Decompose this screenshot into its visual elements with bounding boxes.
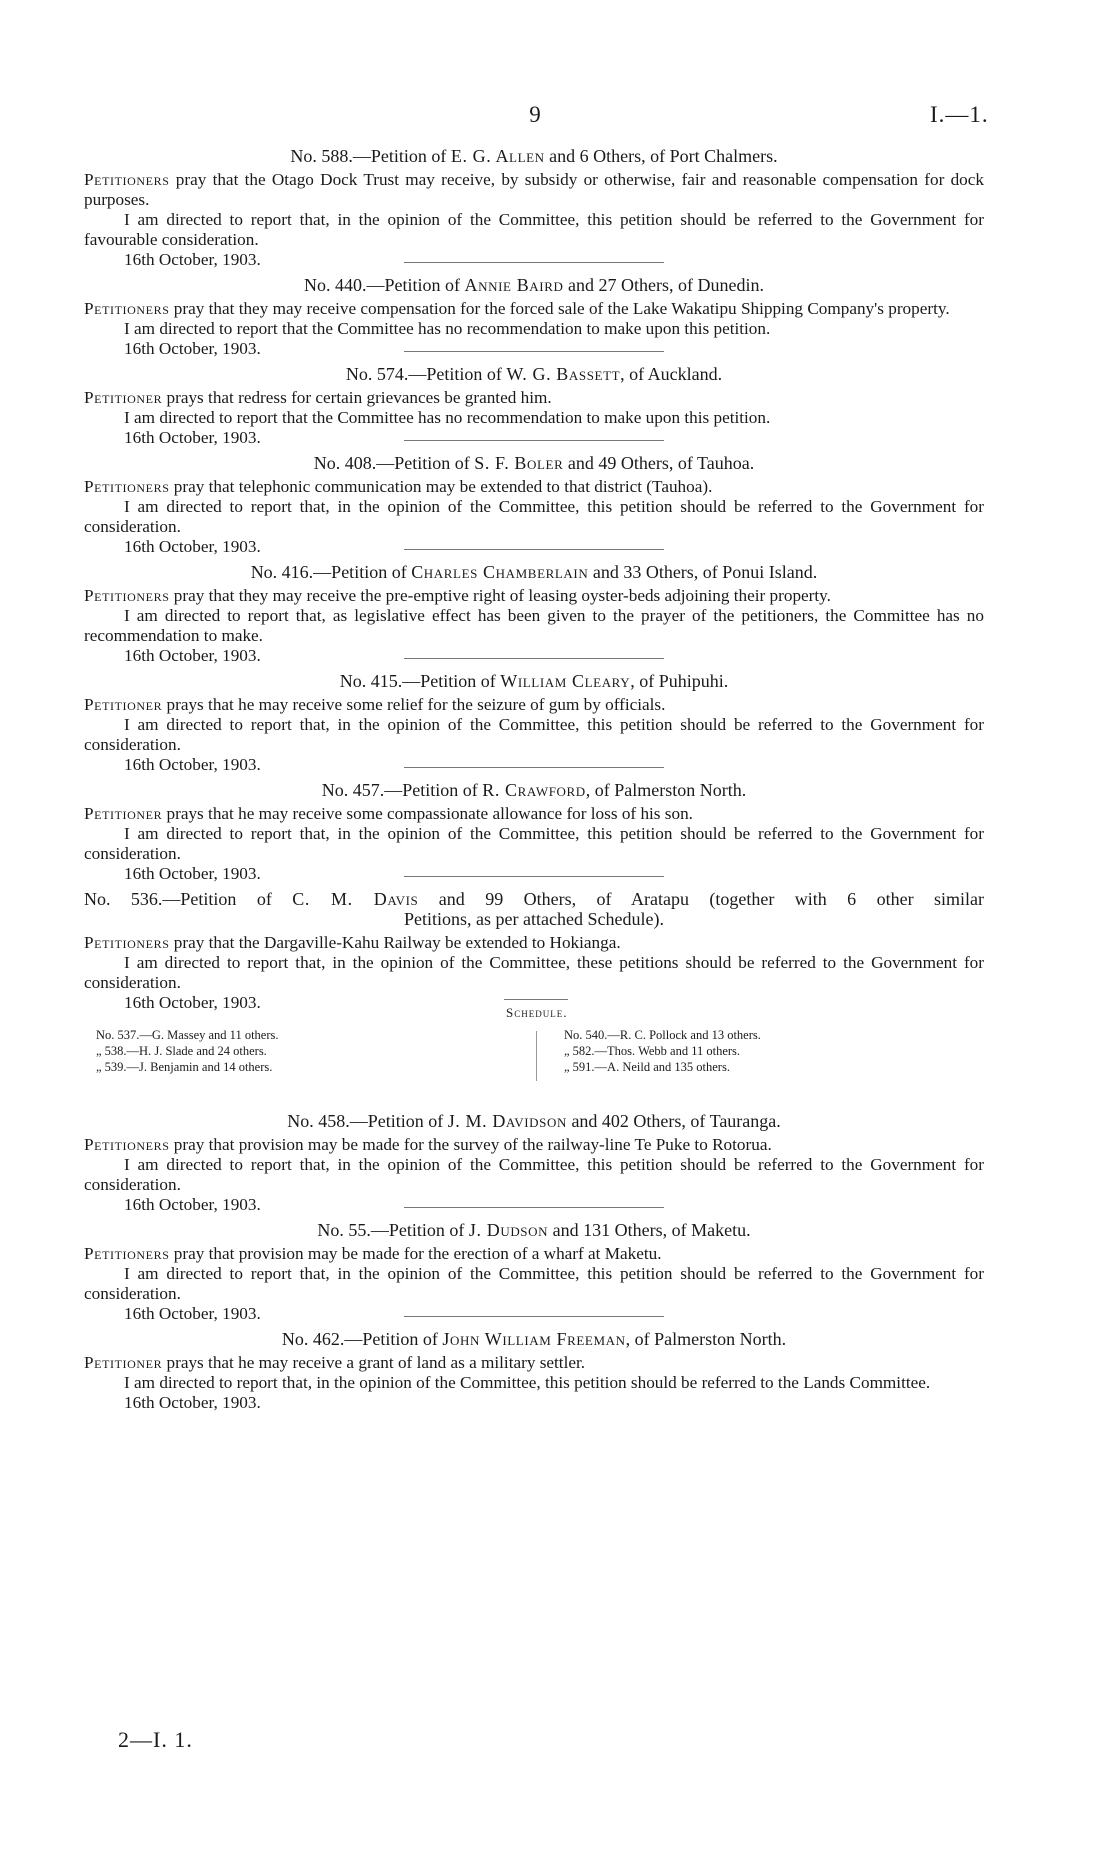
report-date: 16th October, 1903.: [124, 537, 261, 556]
petition-prayer: Petitioners pray that provision may be made for the survey of the railway-line Te Puke to Rotorua.: [84, 1135, 772, 1154]
petition-heading: No. 462.—Petition of John William Freeman, of Palmerston North.: [281, 1329, 787, 1349]
petition-prayer: Petitioners pray that they may receive the pre-emptive right of leasing oyster-beds adjoining their property.: [84, 586, 831, 605]
report-date: 16th October, 1903.: [124, 864, 261, 883]
report-date: 16th October, 1903.: [124, 250, 261, 269]
petition-entry: [84, 562, 984, 665]
committee-report: I am directed to report that, in the opinion of the Committee, this petition should be referred to the Government for consideration.: [84, 497, 984, 536]
committee-report: I am directed to report that, in the opinion of the Committee, this petition should be referred to the Government for consideration.: [84, 1264, 984, 1303]
petition-heading: No. 55.—Petition of J. Dudson and 131 Others, of Maketu.: [317, 1220, 751, 1240]
committee-report: I am directed to report that, in the opinion of the Committee, this petition should be referred to the Government for consideration.: [84, 824, 984, 863]
petition-heading: No. 440.—Petition of Annie Baird and 27 Others, of Dunedin.: [304, 275, 764, 295]
report-date: 16th October, 1903.: [124, 1393, 261, 1412]
report-date: 16th October, 1903.: [124, 428, 261, 447]
report-date: 16th October, 1903.: [124, 993, 261, 1012]
committee-report: I am directed to report that the Committee has no recommendation to make upon this petition.: [124, 408, 771, 427]
petition-prayer: Petitioners pray that the Dargaville-Kahu Railway be extended to Hokianga.: [84, 933, 621, 952]
petition-entry: [84, 1329, 984, 1413]
section-rule: [404, 1316, 664, 1317]
report-date: 16th October, 1903.: [124, 646, 261, 665]
committee-report: I am directed to report that, in the opinion of the Committee, this petition should be referred to the Government for consideration.: [84, 1155, 984, 1194]
petition-prayer: Petitioner prays that he may receive some compassionate allowance for loss of his son.: [84, 804, 693, 823]
petition-heading: No. 458.—Petition of J. M. Davidson and 402 Others, of Tauranga.: [287, 1111, 781, 1131]
petition-prayer: Petitioner prays that he may receive a grant of land as a military settler.: [84, 1353, 586, 1372]
schedule-title: Schedule.: [506, 1005, 568, 1020]
page-number: 9: [529, 102, 541, 127]
schedule-item: No. 540.—R. C. Pollock and 13 others.: [564, 1028, 761, 1042]
petition-prayer: Petitioners pray that the Otago Dock Trust may receive, by subsidy or otherwise, fair and reasonable compensation for dock purposes.: [84, 170, 984, 209]
petition-heading: No. 408.—Petition of S. F. Boler and 49 Others, of Tauhoa.: [313, 453, 755, 473]
petition-heading: No. 588.—Petition of E. G. Allen and 6 Others, of Port Chalmers.: [290, 146, 778, 166]
petition-entry: [84, 275, 984, 358]
section-rule: [404, 767, 664, 768]
petition-heading: No. 536.—Petition of C. M. Davis and 99 Others, of Aratapu (together with 6 other similar Petitions, as per attached Schedule).: [84, 889, 984, 929]
petition-entry: [84, 889, 984, 1097]
petition-prayer: Petitioner prays that redress for certain grievances be granted him.: [84, 388, 552, 407]
petition-entry: [84, 364, 984, 447]
petition-entry: [84, 1220, 984, 1323]
petition-entry: [84, 146, 984, 269]
committee-report: I am directed to report that, in the opinion of the Committee, this petition should be referred to the Government for favourable consideration.: [84, 210, 984, 249]
schedule-column-right: [564, 1027, 761, 1075]
committee-report: I am directed to report that the Committee has no recommendation to make upon this petition.: [124, 319, 771, 338]
schedule-item: „ 582.—Thos. Webb and 11 others.: [564, 1044, 741, 1058]
schedule-column-left: [96, 1027, 279, 1075]
petition-prayer: Petitioners pray that provision may be made for the erection of a wharf at Maketu.: [84, 1244, 662, 1263]
committee-report: I am directed to report that, in the opinion of the Committee, these petitions should be referred to the Government for consideration.: [84, 953, 984, 992]
section-rule: [404, 351, 664, 352]
petition-prayer: Petitioner prays that he may receive some relief for the seizure of gum by officials.: [84, 695, 666, 714]
petition-entry: [84, 1111, 984, 1214]
section-rule: [404, 876, 664, 877]
committee-report: I am directed to report that, in the opinion of the Committee, this petition should be referred to the Lands Committee.: [124, 1373, 931, 1392]
petition-heading: No. 415.—Petition of William Cleary, of Puhipuhi.: [339, 671, 729, 691]
section-rule: [404, 262, 664, 263]
petition-heading: No. 457.—Petition of R. Crawford, of Palmerston North.: [321, 780, 747, 800]
committee-report: I am directed to report that, in the opinion of the Committee, this petition should be referred to the Government for consideration.: [84, 715, 984, 754]
schedule-item: „ 539.—J. Benjamin and 14 others.: [96, 1060, 273, 1074]
section-rule: [404, 658, 664, 659]
signature-mark: 2—I. 1.: [118, 1727, 193, 1752]
report-date: 16th October, 1903.: [124, 755, 261, 774]
petition-prayer: Petitioners pray that telephonic communication may be extended to that district (Tauhoa).: [84, 477, 713, 496]
petition-prayer: Petitioners pray that they may receive compensation for the forced sale of the Lake Wakatipu Shipping Company's property.: [84, 299, 950, 318]
section-rule: [404, 440, 664, 441]
petition-heading-continued: Petitions, as per attached Schedule).: [404, 909, 664, 929]
petition-heading: No. 574.—Petition of W. G. Bassett, of Auckland.: [345, 364, 723, 384]
petition-entry: [84, 671, 984, 774]
schedule-item: „ 538.—H. J. Slade and 24 others.: [96, 1044, 267, 1058]
schedule-rule: [504, 999, 568, 1000]
schedule-divider: [536, 1031, 537, 1081]
section-rule: [404, 549, 664, 550]
schedule-item: No. 537.—G. Massey and 11 others.: [96, 1028, 279, 1042]
schedule-item: „ 591.—A. Neild and 135 others.: [564, 1060, 730, 1074]
report-date: 16th October, 1903.: [124, 1195, 261, 1214]
report-date: 16th October, 1903.: [124, 339, 261, 358]
petition-heading: No. 416.—Petition of Charles Chamberlain and 33 Others, of Ponui Island.: [250, 562, 818, 582]
petition-entry: [84, 453, 984, 556]
report-date: 16th October, 1903.: [124, 1304, 261, 1323]
petitions-body: [84, 146, 984, 1413]
committee-report: I am directed to report that, as legislative effect has been given to the prayer of the petitioners, the Committee has no recommendation to make.: [84, 606, 984, 645]
section-rule: [404, 1207, 664, 1208]
document-reference: I.—1.: [930, 102, 989, 127]
petition-entry: [84, 780, 984, 883]
schedule: [84, 1005, 984, 1097]
